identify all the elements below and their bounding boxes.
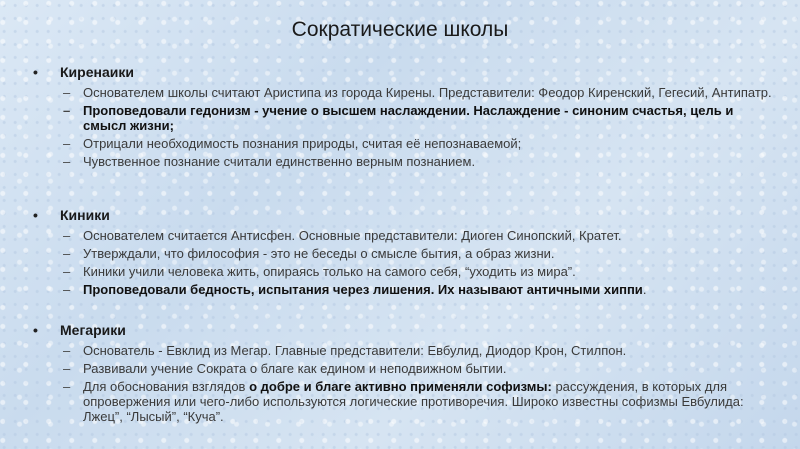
item-text-end: .	[642, 282, 647, 297]
list-item	[33, 343, 773, 358]
item-text: Проповедовали бедность, испытания через лишения. Их называют античными хиппи	[83, 282, 643, 297]
list-item	[33, 103, 773, 133]
item-text: Киники учили человека жить, опираясь только на самого себя, “уходить из мира”.	[83, 264, 576, 279]
dash-icon: –	[63, 379, 71, 394]
item-list	[33, 228, 773, 297]
list-item	[33, 154, 773, 169]
dash-icon: –	[63, 246, 71, 261]
dash-icon: –	[63, 136, 71, 151]
list-item	[33, 282, 773, 297]
item-text: Утверждали, что философия - это не беседы о смысле бытия, а образ жизни.	[83, 246, 555, 261]
item-text: Чувственное познание считали единственно верным познанием.	[83, 154, 476, 169]
item-text: Развивали учение Сократа о благе как едином и неподвижном бытии.	[83, 361, 507, 376]
bullet-icon: •	[33, 64, 38, 80]
heading-text: Мегарики	[60, 322, 126, 338]
item-text: Основатель - Евклид из Мегар. Главные представители: Евбулид, Диодор Крон, Стилпон.	[83, 343, 627, 358]
section-cyrenaics	[33, 62, 773, 169]
dash-icon: –	[63, 343, 71, 358]
item-text-bold: о добре и благе активно применяли софизмы:	[249, 379, 552, 394]
dash-icon: –	[63, 85, 71, 100]
bullet-icon: •	[33, 207, 38, 223]
list-item	[33, 85, 773, 100]
heading-text: Киники	[60, 207, 110, 223]
list-item	[33, 136, 773, 151]
item-text: Основателем считается Антисфен. Основные представители: Диоген Синопский, Кратет.	[83, 228, 622, 243]
item-text: Основателем школы считают Аристипа из города Кирены. Представители: Феодор Киренский, Гегесий, Антипатр.	[83, 85, 772, 100]
item-list	[33, 85, 773, 169]
list-item	[33, 264, 773, 279]
dash-icon: –	[63, 103, 71, 118]
section-heading	[33, 205, 773, 225]
heading-text: Киренаики	[60, 64, 134, 80]
dash-icon: –	[63, 154, 71, 169]
item-list	[33, 343, 773, 424]
list-item	[33, 379, 773, 424]
item-text: Отрицали необходимость познания природы, считая её непознаваемой;	[83, 136, 522, 151]
section-heading	[33, 320, 773, 340]
item-text-start: Для обоснования взглядов	[83, 379, 250, 394]
dash-icon: –	[63, 282, 71, 297]
slide-title: Сократические школы	[291, 18, 509, 41]
section-cynics	[33, 205, 773, 297]
dash-icon: –	[63, 228, 71, 243]
dash-icon: –	[63, 264, 71, 279]
list-item	[33, 246, 773, 261]
dash-icon: –	[63, 361, 71, 376]
list-item	[33, 228, 773, 243]
list-item	[33, 361, 773, 376]
section-heading	[33, 62, 773, 82]
item-text: Проповедовали гедонизм - учение о высшем наслаждении. Наслаждение - синоним счастья, цель и смысл жизни;	[83, 103, 734, 133]
bullet-icon: •	[33, 322, 38, 338]
item-text-end: рассуждения, в которых для опровержения или чего-либо используются логические противоречия. Широко известны софизмы Евбулида: Лжец”, “Лысый”, “Куча”.	[83, 379, 744, 424]
section-megarians	[33, 320, 773, 424]
